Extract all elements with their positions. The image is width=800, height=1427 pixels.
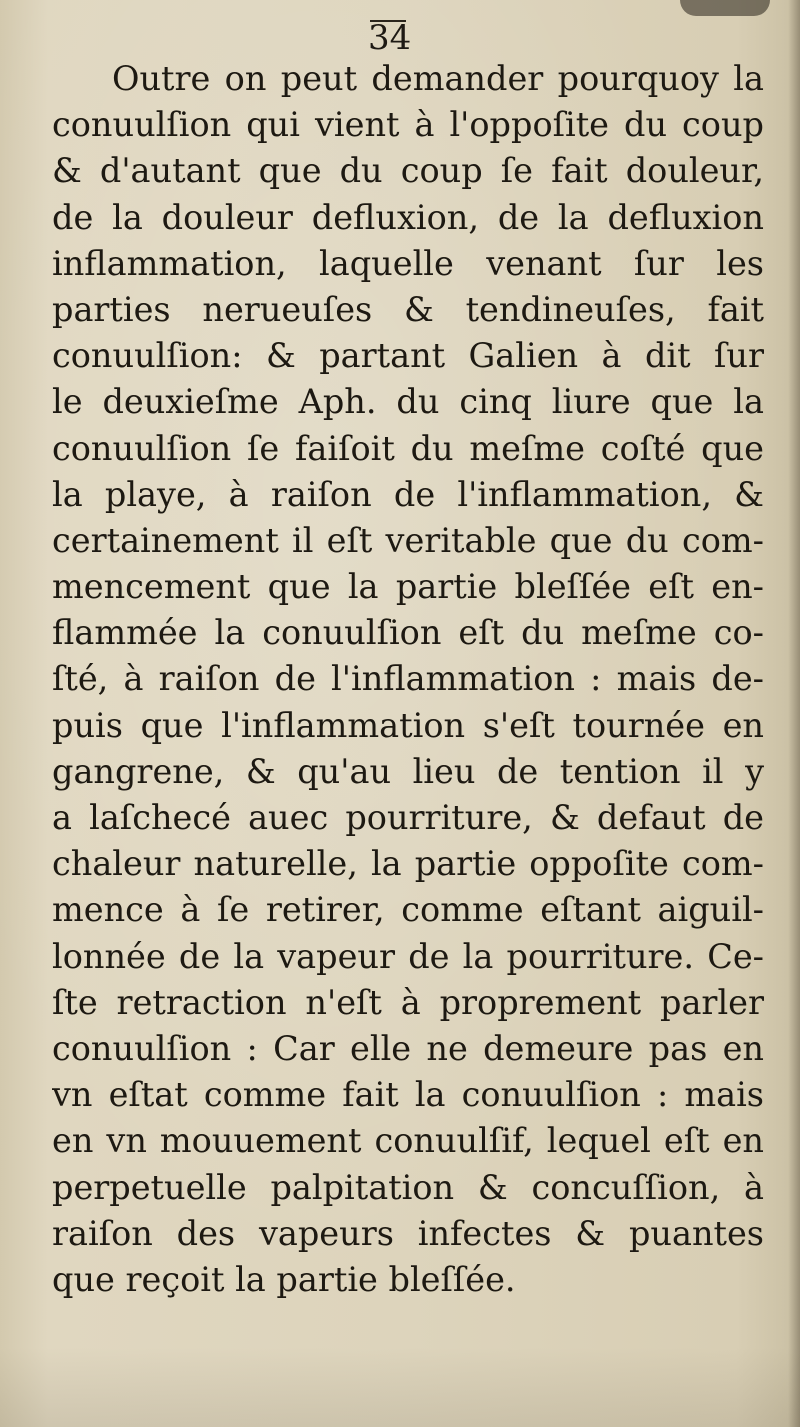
text-line: raiſon des vapeurs infectes & puantes [52, 1213, 764, 1253]
text-line: certainement il eſt veritable que du com- [52, 520, 764, 560]
text-line: a laſchecé auec pourriture, & defaut de [52, 798, 764, 837]
text-line: lonnée de la vapeur de la pourriture. Ce- [52, 936, 764, 976]
page-bottom-shade [0, 1347, 800, 1427]
text-line: perpetuelle palpitation & concuſſion, à [52, 1167, 764, 1207]
text-line: en vn mouuement conuulſif, lequel eſt en [52, 1121, 764, 1161]
text-line: ſté, à raiſon de l'inflammation : mais de- [52, 659, 764, 699]
text-line: la playe, à raiſon de l'inflammation, & [52, 474, 764, 514]
page-edge-shadow [680, 0, 770, 16]
page-number: 34 [368, 18, 412, 58]
text-line: parties nerueuſes & tendineuſes, fait [52, 289, 764, 329]
text-line: inflammation, laquelle venant ſur les [52, 243, 764, 283]
text-line: & d'autant que du coup ſe fait douleur, [52, 151, 764, 191]
text-line: mencement que la partie bleſſée eſt en- [52, 567, 764, 607]
text-line: conuulſion ſe faiſoit du meſme coſté que [52, 428, 764, 468]
text-line: mence à ſe retirer, comme eſtant aiguil- [52, 890, 764, 930]
text-line: gangrene, & qu'au lieu de tention il y [52, 751, 764, 791]
text-line: que reçoit la partie bleſſée. [52, 1259, 516, 1299]
text-line: vn eſtat comme fait la conuulſion : mais [52, 1075, 764, 1115]
text-line: Outre on peut demander pourquoy la [112, 59, 764, 98]
text-line: le deuxieſme Aph. du cinq liure que la [52, 382, 764, 422]
text-line: conuulſion: & partant Galien à dit ſur [52, 336, 764, 376]
text-line: conuulſion : Car elle ne demeure pas en [52, 1028, 764, 1068]
text-line: ſte retraction n'eſt à proprement parler [52, 982, 764, 1022]
text-line: de la douleur defluxion, de la defluxion [52, 197, 764, 237]
text-line: conuulſion qui vient à l'oppoſite du coup [52, 105, 764, 145]
body-text [52, 56, 764, 1303]
text-line: chaleur naturelle, la partie oppoſite com- [52, 844, 764, 884]
page-gutter-shadow [788, 0, 800, 1427]
text-line: flammée la conuulſion eſt du meſme co- [52, 613, 764, 653]
text-line: puis que l'inflammation s'eſt tournée en [52, 705, 764, 745]
